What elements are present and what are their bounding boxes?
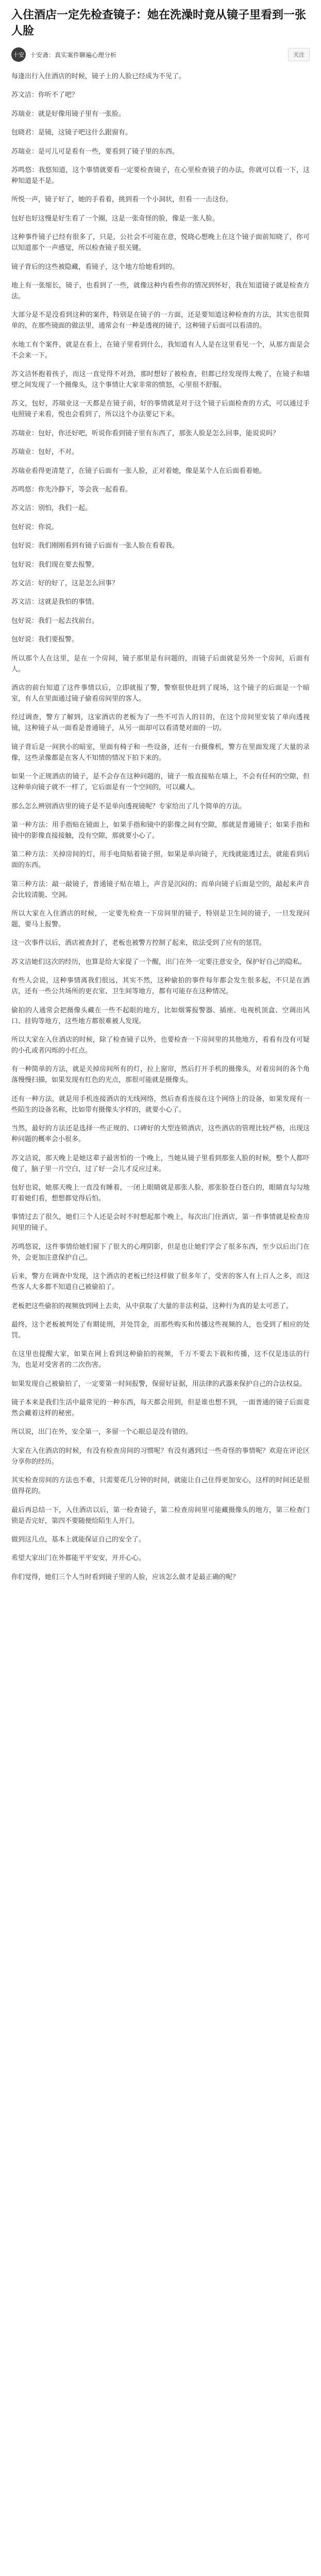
article-paragraph: 苏瑞业：包好，不对。 (11, 448, 79, 456)
article-paragraph: 苏文洁：别怕，我们一起。 (11, 504, 92, 513)
article-paragraph: 苏文洁：好的好了，这是怎么回事？ (11, 579, 119, 587)
article-paragraph: 偷拍的人通常会把摄像头藏在一些不起眼的地方，比如烟雾报警器、插座、电视机顶盒、空调出风口、挂钩等地方，这些地方都很难被人发现。 (11, 1006, 310, 1025)
article-paragraph: 包好说：你说。 (11, 523, 59, 531)
article-paragraph: 其实检查房间的方法也不难，只需要花几分钟的时间，就能让自己住得更加安心，这样的时间还是很值得花的。 (11, 1477, 310, 1496)
article-paragraph: 最终，这个老板被判处了有期徒刑，并处罚金，而那些购买和传播这些视频的人，也受到了相应的处罚。 (11, 1320, 310, 1340)
article-paragraph: 你们觉得，她们三个人当时看到镜子里的人脸，应该怎么做才是最正确的呢？ (11, 1573, 240, 1581)
article-paragraph: 包好也好这慢是好生看了一个圈，这是一张奇怪的脸，像是一张人脸。 (11, 214, 219, 223)
article-paragraph: 这一次事件以后，酒店被查封了，老板也被警方控制了起来，依法受到了应有的惩罚。 (11, 939, 266, 947)
article-paragraph: 镜子背后的这些被隐藏，看镜子，这个地方给她看到的。 (11, 263, 179, 271)
article-paragraph: 在这里也提醒大家，如果在网上看到这种偷拍的视频，千万不要去下载和传播，这不仅是违法的行为，也是对受害者的二次伤害。 (11, 1350, 310, 1369)
article-paragraph: 经过调查，警方了解到，这家酒店的老板为了一些不可告人的目的，在这个房间里安装了单向透视镜，这种镜子从一面看是普通镜子，从另一面却可以看清楚对面的一切。 (11, 714, 310, 733)
article-paragraph: 苏鸣悠说，这件事情给她们留下了很大的心理阴影，但是也让她们学会了很多东西，至少以后出门在外，会更加注意保护自己。 (11, 1243, 310, 1262)
article-paragraph: 那么怎么辨别酒店里的镜子是不是单向透视镜呢？专家给出了几个简单的方法。 (11, 802, 246, 810)
author-row (11, 47, 310, 62)
article-paragraph: 苏文洁怀抱着孩子，而这一直觉得不对劲，那时想好了被检查，但都已经发现得太晚了，在镜子和墙壁之间发现了一个摄像头，这个事情让大家非常的愤怒，心里很不舒服。 (11, 370, 310, 389)
article-paragraph: 包好说：我们刚刚看到有镜子后面有一张人脸在看着我。 (11, 542, 179, 550)
article-paragraph: 苏瑞业看得更清楚了，在镜子后面有一张人脸，正对着她，像是某个人在后面看着她。 (11, 467, 266, 475)
article-body (11, 71, 310, 1583)
article-paragraph: 苏文洁说，那天晚上是她这辈子最害怕的一个晚上，当她从镜子里看到那张人脸的时候，整个人都吓傻了，脑子里一片空白，过了好一会儿才反应过来。 (11, 1154, 310, 1173)
article-paragraph: 包好说：我们要报警。 (11, 636, 79, 644)
article-paragraph: 苏瑞业：就是好像用镜子里有一张脸。 (11, 110, 126, 118)
article-paragraph: 还有一种方法，就是用手机连接酒店的无线网络，然后查看连接在这个网络上的设备，如果发现有一些陌生的设备名称，比如带有摄像头字样的，就要小心了。 (11, 1095, 310, 1114)
article-paragraph: 最后再总结一下，入住酒店以后，第一检查镜子，第二检查房间里可能藏摄像头的地方，第三检查门锁是否完好，第四不要随便给陌生人开门。 (11, 1506, 310, 1525)
article-paragraph: 这种事件镜子已经有很多了，只是，公社会不可能在意，悦晓心想晚上在这个镜子面前知晓了，你可以知道那个一声感觉，所以检查镜子很关键。 (11, 233, 310, 252)
article-paragraph: 如果一个正规酒店的镜子，是不会存在这种问题的，镜子一般直接贴在墙上，不会有任何的空隙，但这种单向镜子就不一样了，它后面是有一个空间的，可以藏人。 (11, 773, 310, 792)
article-paragraph: 苏瑞业：是可儿可是看有一些，要看到了镜子里的东西。 (11, 147, 179, 156)
article-paragraph: 苏文洁她们这次的经历，也算是给大家提了一个醒，出门在外一定要注意安全，保护好自己的隐私。 (11, 958, 307, 966)
article-paragraph: 所悦一声，镜子好了，她的手看着，挑到看一个小洞状，但看一一击这份。 (11, 196, 233, 204)
follow-button[interactable]: 关注 (288, 48, 310, 61)
article-paragraph: 所以大家在入住酒店的时候，除了检查镜子以外，也要检查一下房间里的其他地方，看看有没有可疑的小孔或者闪烁的小红点。 (11, 1036, 310, 1055)
article-paragraph: 所以大家在入住酒店的时候，一定要先检查一下房间里的镜子，特别是卫生间的镜子，一旦发现问题，要马上报警。 (11, 910, 310, 929)
article-paragraph: 苏瑞业：包好，你还好吧，听说你看到镜子里有东西了，那张人脸是怎么回事，能说说吗？ (11, 429, 280, 437)
article-paragraph: 如果发现自己被偷拍了，一定要第一时间报警，保留好证据，用法律的武器来保护自己的合法权益。 (11, 1380, 307, 1388)
article-paragraph: 后来，警方在调查中发现，这个酒店的老板已经这样做了很多年了，受害的客人有上百人之多，而这些客人大多都不知道自己被偷拍了。 (11, 1273, 310, 1292)
article-paragraph: 大家在入住酒店的时候，有没有检查房间的习惯呢？有没有遇到过一些奇怪的事情呢？欢迎在评论区分享你的经历。 (11, 1447, 310, 1466)
article-paragraph: 第三种方法：敲一敲镜子，普通镜子贴在墙上，声音是沉闷的；而单向镜子后面是空的，敲起来声音会比较清脆、空洞。 (11, 880, 310, 899)
article-paragraph: 每逢出行入住酒店的时候，镜子上的人脸已经成为不见了。 (11, 73, 186, 80)
article-paragraph: 包晓君：是镜，这镜子吧这什么跟窗有。 (11, 129, 132, 137)
article-paragraph: 所以说，出门在外，安全第一，多留一个心眼总是没有错的。 (11, 1428, 193, 1436)
article-paragraph: 包好说：我们现在要去报警。 (11, 561, 99, 569)
article-paragraph: 希望大家出门在外都能平平安安，开开心心。 (11, 1554, 146, 1563)
author-name[interactable]: 十安斋：真实案件聊遍心理分析 (30, 51, 117, 59)
article-paragraph: 苏文洁：这就是我怕的事情。 (11, 598, 99, 606)
article-paragraph: 老板把这些偷拍的视频放到网上去卖，从中获取了大量的非法利益，这种行为真的是太可恶了。 (11, 1302, 293, 1310)
article-paragraph: 苏鸣悠：我悠知道，这个事情就要看一定要检查镜子，在心里检查镜子的办法，你就可以看一下，这种知道是不是。 (11, 166, 310, 185)
article-paragraph: 地上有一张缩长，镜子，也看到了一些，就像这种内看些你的情况到怀好，我在知道镜子就是检查方法。 (11, 281, 310, 300)
article-paragraph: 做到这几点，基本上就能保证自己的安全了。 (11, 1536, 146, 1544)
article-paragraph: 包好也说，她那天晚上一直没有睡着，一闭上眼睛就是那张人脸，那张脸苍白苍白的，眼睛直勾勾地盯着她们看，想想都觉得后怕。 (11, 1183, 310, 1202)
article-paragraph: 事情过去了很久，她们三个人还是会时不时想起那个晚上，每次出门住酒店，第一件事情就是检查房间里的镜子。 (11, 1213, 310, 1232)
article-paragraph: 第一种方法：用手指贴在镜面上，如果手指和镜中的影像之间有空隙，那就是普通镜子；如果手指和镜中的影像直接接触，没有空隙，那就要小心了。 (11, 821, 310, 840)
article-paragraph: 酒店的前台知道了这件事情以后，立即就报了警，警察很快赶到了现场，这个镜子的后面是一个暗室，有人在里面通过镜子偷看房间里的客人。 (11, 684, 310, 703)
article-paragraph: 镜子背后是一间狭小的暗室，里面有椅子和一些设备，还有一台摄像机，警方在里面发现了大量的录像，这些录像都是在客人不知情的情况下拍下来的。 (11, 743, 310, 762)
article-paragraph: 当然，最好的方法还是选择一些正规的、口碑好的大型连锁酒店，这些酒店的管理比较严格，出现这种问题的概率会小很多。 (11, 1125, 310, 1144)
article-title: 入住酒店一定先检查镜子：她在洗澡时竟从镜子里看到一张人脸 (11, 9, 307, 38)
article-paragraph: 苏文，包好，苏瑞业这一天都是在镜子前，好的事情就是对于这个镜子后面检查的方式，可以通过手电照镜子来看，悦也会看到了，所以这个办法要记下来。 (11, 400, 310, 419)
article-paragraph: 包好说：我们一起去找前台。 (11, 617, 99, 625)
article-paragraph: 镜子本来是我们生活中最常见的一种东西，每天都会用到，但是谁也想不到，一面普通的镜子后面竟然会藏着这样的秘密。 (11, 1399, 310, 1418)
article-paragraph: 苏文洁：你听不了吧？ (11, 91, 79, 99)
avatar[interactable]: 十安 (11, 47, 26, 62)
article-paragraph: 水地工有个案件，就是在看上，在镜子里看到什么，我知道有人人是在这里看见一个，从那方面是会不会来一下。 (11, 341, 310, 360)
article-paragraph: 第二种方法：关掉房间的灯，用手电筒贴着镜子照，如果是单向镜子，光线就能透过去，就能看到后面的东西。 (11, 851, 310, 870)
article-paragraph: 苏鸣悠：你先冷静下，等会我一起看看。 (11, 486, 132, 494)
article-paragraph: 大部分是不是没看到这种的案件，特别是在镜子的一方面，还是要知道这种检查的方法，其实也很简单的，在那些镜面的做法里，通常会有一种是透视的镜子，这种镜子后面可以看清的。 (11, 311, 310, 330)
article-paragraph: 有一种简单的方法，就是关掉房间所有的灯，拉上窗帘，然后打开手机的摄像头，对着房间的各个角落慢慢扫描，如果发现有红色的光点，那很可能就是摄像头。 (11, 1065, 310, 1084)
article-paragraph: 所以那个人在这里，是在一个房间，镜子那里是有问题的，而镜子后面就是另外一个房间，后面有人。 (11, 654, 310, 673)
article-paragraph: 有些人会说，这种事情离我们很远，其实不然，这种偷拍的事件每年都会发生很多起，不只是在酒店，还有一些公共场所的更衣室、卫生间等地方，都有可能存在这种情况。 (11, 977, 310, 996)
